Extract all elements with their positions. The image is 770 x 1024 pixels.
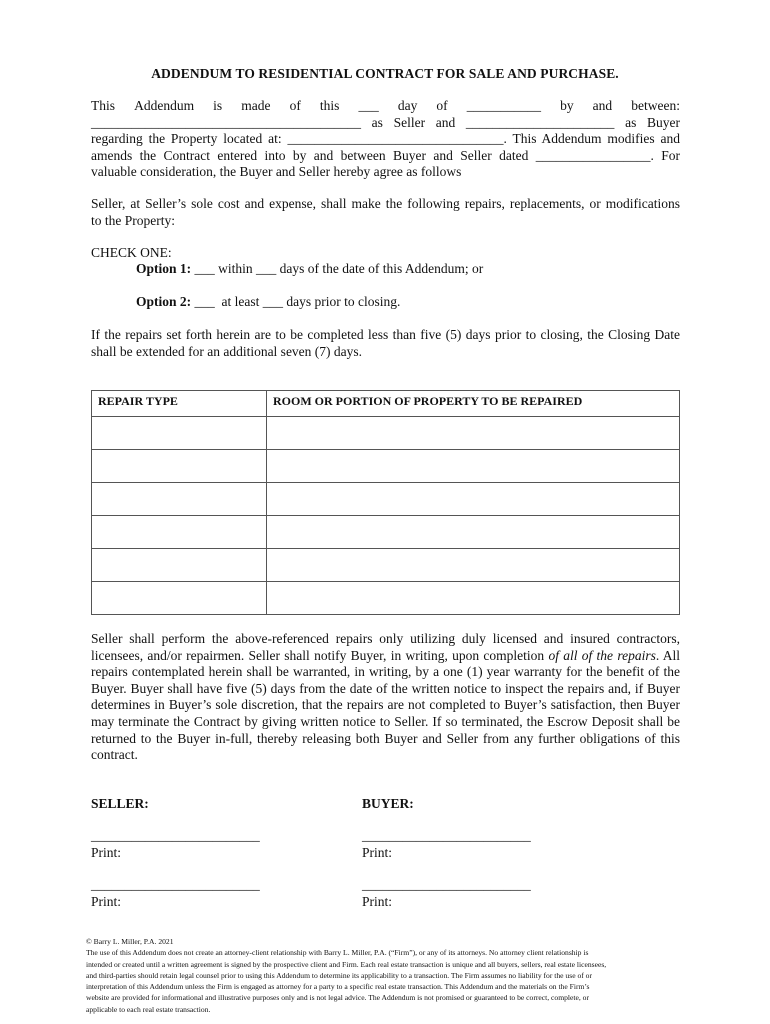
repair-type-cell[interactable] — [92, 549, 267, 582]
conditions-line-2c: . All — [655, 647, 680, 663]
footer-line-2: intended or created until a written agreement is signed by the prospective client and Firm. Each real estate transaction is unique and all buyers, sellers, real estate licensees, — [86, 959, 607, 969]
conditions-paragraph — [91, 631, 680, 764]
header-repair-type: REPAIR TYPE — [92, 391, 267, 417]
intro-line-2 — [91, 115, 680, 132]
footer-disclaimer — [86, 936, 690, 1015]
room-portion-cell[interactable] — [267, 582, 680, 615]
document-title: ADDENDUM TO RESIDENTIAL CONTRACT FOR SALE AND PURCHASE. — [151, 66, 619, 81]
table-row — [92, 582, 680, 615]
intro-line-5: valuable consideration, the Buyer and Seller hereby agree as follows — [91, 164, 462, 180]
intro-line-2-text: ________________________________________ as Seller and ______________________ as Buyer — [91, 114, 680, 130]
closing-extension-line-2: shall be extended for an additional seven (7) days. — [91, 343, 363, 359]
conditions-line-2a: licensees, and/or repairmen. Seller shall notify Buyer, in writing, upon completion — [91, 647, 549, 663]
conditions-line-2b: of all of the repairs — [548, 647, 656, 663]
buyer-signature-line-1[interactable]: _________________________ — [362, 828, 531, 843]
option-1-label: Option 1: — [136, 261, 192, 276]
seller-signature-line-1[interactable]: _________________________ — [91, 828, 260, 843]
seller-print-label-1: Print: — [91, 845, 122, 860]
repair-type-cell[interactable] — [92, 450, 267, 483]
footer-line-3: and third-parties should retain legal counsel prior to using this Addendum to determine its applicability to a transaction. The Firm assumes no liability for the use of or — [86, 970, 593, 980]
option-1 — [136, 261, 483, 277]
room-portion-cell[interactable] — [267, 450, 680, 483]
room-portion-cell[interactable] — [267, 549, 680, 582]
buyer-label: BUYER: — [362, 796, 414, 811]
closing-extension-line-1: If the repairs set forth herein are to be completed less than five (5) days prior to closing, the Closing Date — [91, 327, 680, 342]
intro-line-1 — [91, 98, 680, 115]
intro-line-3: regarding the Property located at: ________________________________. This Addendum modifies and — [91, 131, 680, 147]
repair-type-cell[interactable] — [92, 417, 267, 450]
table-row — [92, 549, 680, 582]
table-row — [92, 516, 680, 549]
conditions-line-8: contract. — [91, 747, 138, 763]
room-portion-cell[interactable] — [267, 483, 680, 516]
repair-type-cell[interactable] — [92, 582, 267, 615]
footer-line-1: The use of this Addendum does not create an attorney-client relationship with Barry L. Miller, P.A. (“Firm”), or any of its attorneys. No attorney client relationship is — [86, 948, 589, 958]
intro-line-1-word: Addendum — [134, 98, 195, 113]
option-2-label: Option 2: — [136, 294, 192, 309]
intro-line-1-word: this — [319, 98, 340, 113]
option-1-text: ___ within ___ days of the date of this Addendum; or — [191, 261, 484, 276]
intro-line-1-word: This — [91, 98, 116, 113]
seller-repairs-paragraph — [91, 196, 680, 229]
buyer-signature-line-2[interactable]: _________________________ — [362, 877, 531, 892]
conditions-line-3: repairs contemplated herein shall be warranted, in writing, by a one (1) year warranty for the benefit of the — [91, 664, 680, 680]
option-2-text: ___ at least ___ days prior to closing. — [191, 294, 401, 309]
repairs-table — [91, 390, 680, 615]
conditions-line-1: Seller shall perform the above-referenced repairs only utilizing duly licensed and insured contractors, — [91, 631, 680, 646]
intro-line-1-word: is — [213, 98, 223, 113]
table-row — [92, 417, 680, 450]
check-one-label: CHECK ONE: — [91, 245, 172, 260]
intro-line-1-word: by — [560, 98, 574, 113]
footer-copyright: © Barry L. Miller, P.A. 2021 — [86, 937, 174, 946]
conditions-line-6: may terminate the Contract by giving written notice to Seller. If so terminated, the Escrow Deposit shall be — [91, 713, 680, 729]
header-room-portion: ROOM OR PORTION OF PROPERTY TO BE REPAIRED — [267, 391, 680, 417]
conditions-line-7: returned to the Buyer in-full, thereby releasing both Buyer and Seller from any further obligations of this — [91, 730, 680, 746]
buyer-print-label-2: Print: — [362, 894, 393, 909]
closing-extension-paragraph — [91, 327, 680, 360]
seller-signature-line-2[interactable]: _________________________ — [91, 877, 260, 892]
seller-label: SELLER: — [91, 796, 149, 811]
conditions-line-2 — [91, 648, 680, 665]
intro-line-4: amends the Contract entered into by and between Buyer and Seller dated _________________. For — [91, 147, 680, 163]
buyer-print-label-1: Print: — [362, 845, 393, 860]
table-header-row — [92, 391, 680, 417]
intro-line-1-word: day — [397, 98, 418, 113]
repair-type-cell[interactable] — [92, 483, 267, 516]
intro-line-1-word: of — [436, 98, 448, 113]
table-row — [92, 483, 680, 516]
intro-line-1-word: made — [241, 98, 271, 113]
intro-line-1-word: between: — [631, 98, 680, 113]
seller-repairs-line-2: to the Property: — [91, 212, 175, 228]
room-portion-cell[interactable] — [267, 516, 680, 549]
room-portion-cell[interactable] — [267, 417, 680, 450]
repair-type-cell[interactable] — [92, 516, 267, 549]
conditions-line-5: determines in Buyer’s sole discretion, that the repairs are not completed to Buyer’s satisfaction, then Buyer — [91, 697, 680, 713]
intro-paragraph — [91, 98, 680, 181]
seller-repairs-line-1: Seller, at Seller’s sole cost and expense, shall make the following repairs, replacements, or modifications — [91, 196, 680, 211]
footer-line-4: interpretation of this Addendum unless the Firm is engaged as attorney for a party to a specific real estate transaction. This Addendum and the materials on the Firm’s — [86, 982, 590, 992]
conditions-line-4: Buyer. Buyer shall have five (5) days from the date of the written notice to inspect the repairs and, if Buyer — [91, 680, 680, 696]
seller-print-label-2: Print: — [91, 894, 122, 909]
intro-line-1-word: ___ — [358, 98, 379, 113]
intro-line-1-word: ___________ — [466, 98, 541, 113]
footer-line-6: applicable to each real estate transaction. — [86, 1004, 211, 1014]
table-row — [92, 450, 680, 483]
intro-line-1-word: and — [592, 98, 613, 113]
option-2 — [136, 294, 400, 310]
intro-line-1-word: of — [289, 98, 301, 113]
footer-line-5: website are provided for informational and illustrative purposes only and is not legal advice. The Addendum is not promised or guaranteed to be correct, complete, or — [86, 993, 590, 1003]
